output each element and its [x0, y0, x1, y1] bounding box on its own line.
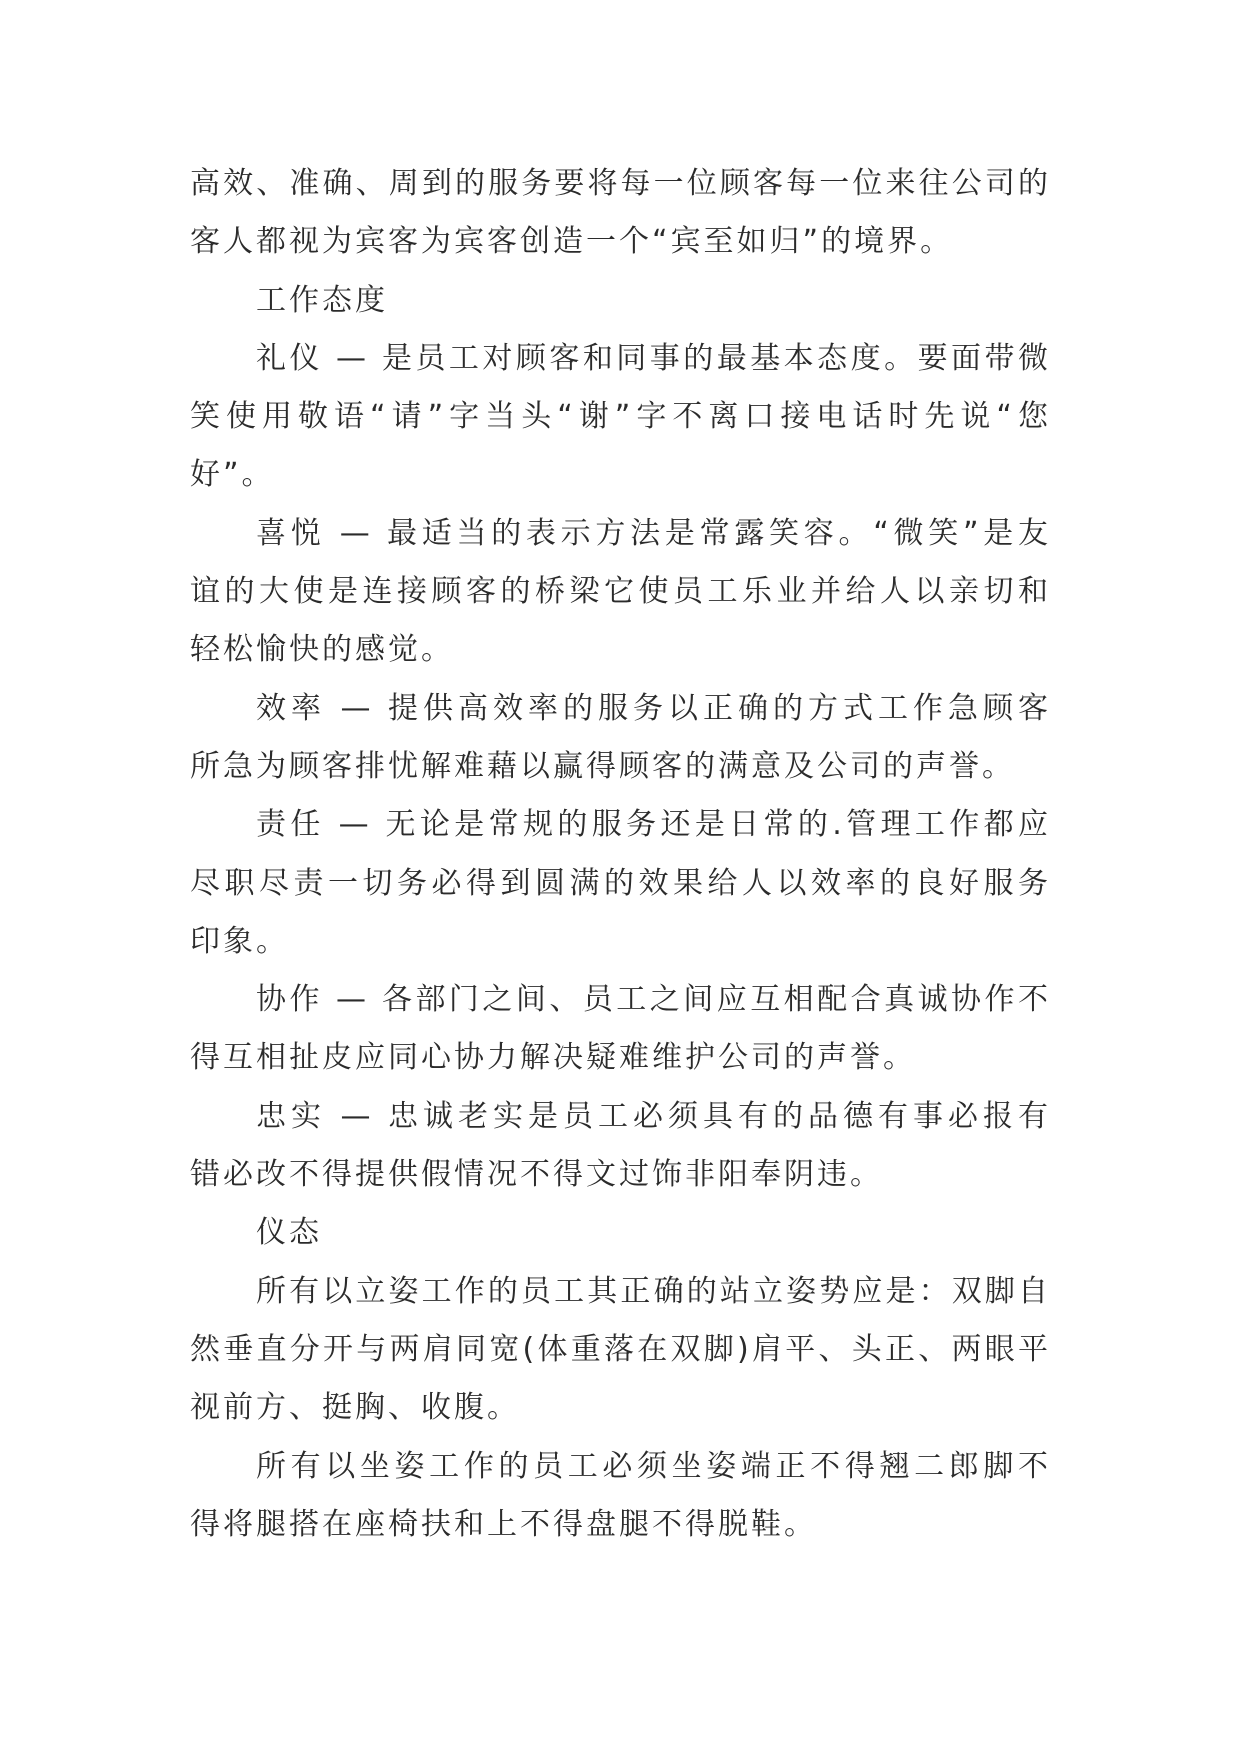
- text-line: 所有以坐姿工作的员工必须坐姿端正不得翘二郎脚不: [256, 1448, 1051, 1484]
- paragraph-service-continuation: [190, 155, 1051, 272]
- text-line: 然垂直分开与两肩同宽(体重落在双脚)肩平、头正、两眼平: [190, 1331, 1051, 1367]
- document-body: [190, 155, 1051, 1554]
- text-line: 好”。: [190, 457, 275, 493]
- text-line: 协作 — 各部门之间、员工之间应互相配合真诚协作不: [256, 982, 1051, 1018]
- paragraph-sitting-posture: [190, 1438, 1051, 1555]
- text-line: 笑使用敬语“请”字当头“谢”字不离口接电话时先说“您: [190, 399, 1051, 435]
- text-line: 错必改不得提供假情况不得文过饰非阳奉阴违。: [190, 1157, 883, 1193]
- section-heading-deportment: [190, 1204, 1051, 1262]
- paragraph-etiquette: [190, 330, 1051, 505]
- text-line: 轻松愉快的感觉。: [190, 632, 454, 668]
- text-line: 所急为顾客排忧解难藉以赢得顾客的满意及公司的声誉。: [190, 748, 1015, 784]
- text-line: 得将腿搭在座椅扶和上不得盘腿不得脱鞋。: [190, 1506, 817, 1542]
- paragraph-cooperation: [190, 971, 1051, 1088]
- text-line: 尽职尽责一切务必得到圆满的效果给人以效率的良好服务: [190, 865, 1051, 901]
- text-line: 客人都视为宾客为宾客创造一个“宾至如归”的境界。: [190, 224, 954, 260]
- section-heading: 工作态度: [256, 282, 388, 318]
- text-line: 谊的大使是连接顾客的桥梁它使员工乐业并给人以亲切和: [190, 574, 1051, 610]
- text-line: 喜悦 — 最适当的表示方法是常露笑容。“微笑”是友: [256, 515, 1051, 551]
- text-line: 高效、准确、周到的服务要将每一位顾客每一位来往公司的: [190, 166, 1051, 201]
- text-line: 视前方、挺胸、收腹。: [190, 1390, 520, 1426]
- section-heading: 仪态: [256, 1215, 322, 1251]
- paragraph-efficiency: [190, 680, 1051, 797]
- text-line: 效率 — 提供高效率的服务以正确的方式工作急顾客: [256, 690, 1051, 726]
- text-line: 所有以立姿工作的员工其正确的站立姿势应是：双脚自: [256, 1273, 1051, 1309]
- paragraph-honesty: [190, 1088, 1051, 1205]
- text-line: 责任 — 无论是常规的服务还是日常的.管理工作都应: [256, 807, 1051, 843]
- text-line: 得互相扯皮应同心协力解决疑难维护公司的声誉。: [190, 1040, 916, 1076]
- section-heading-work-attitude: [190, 272, 1051, 330]
- text-line: 忠实 — 忠诚老实是员工必须具有的品德有事必报有: [256, 1098, 1051, 1134]
- paragraph-joy: [190, 505, 1051, 680]
- paragraph-responsibility: [190, 796, 1051, 971]
- paragraph-standing-posture: [190, 1263, 1051, 1438]
- text-line: 礼仪 — 是员工对顾客和同事的最基本态度。要面带微: [256, 340, 1051, 376]
- text-line: 印象。: [190, 923, 289, 959]
